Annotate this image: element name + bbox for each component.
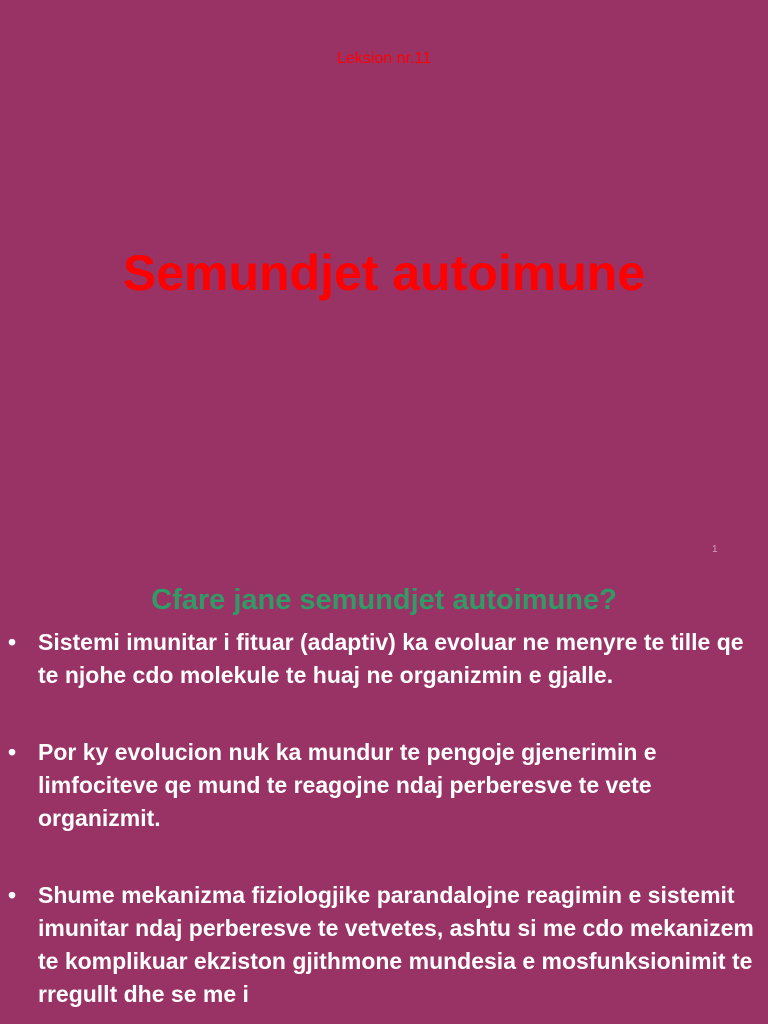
list-item xyxy=(8,879,760,1011)
section-heading: Cfare jane semundjet autoimune? xyxy=(151,584,617,616)
bullet-list xyxy=(8,626,760,1024)
lesson-label: Leksion nr.11 xyxy=(337,50,431,67)
slide-title: Semundjet autoimune xyxy=(122,245,646,301)
list-item xyxy=(8,736,760,835)
bullet-text: Por ky evolucion nuk ka mundur te pengoje gjenerimin e limfociteve qe mund te reagojne ndaj perberesve te vete organizmit. xyxy=(38,739,657,831)
list-item xyxy=(8,626,760,692)
bullet-text: Shume mekanizma fiziologjike parandalojne reagimin e sistemit imunitar ndaj perberesve te vetvetes, ashtu si me cdo mekanizem te komplikuar ekziston gjithmone mundesia e mosfunksionimit te rregullt dhe se me i xyxy=(38,882,754,1007)
bullet-icon: • xyxy=(8,739,17,765)
content-slide xyxy=(0,576,768,1024)
slide-number: 1 xyxy=(712,544,718,555)
bullet-icon: • xyxy=(8,629,17,655)
bullet-icon: • xyxy=(8,882,17,908)
bullet-text: Sistemi imunitar i fituar (adaptiv) ka evoluar ne menyre te tille qe te njohe cdo molekule te huaj ne organizmin e gjalle. xyxy=(38,629,744,688)
